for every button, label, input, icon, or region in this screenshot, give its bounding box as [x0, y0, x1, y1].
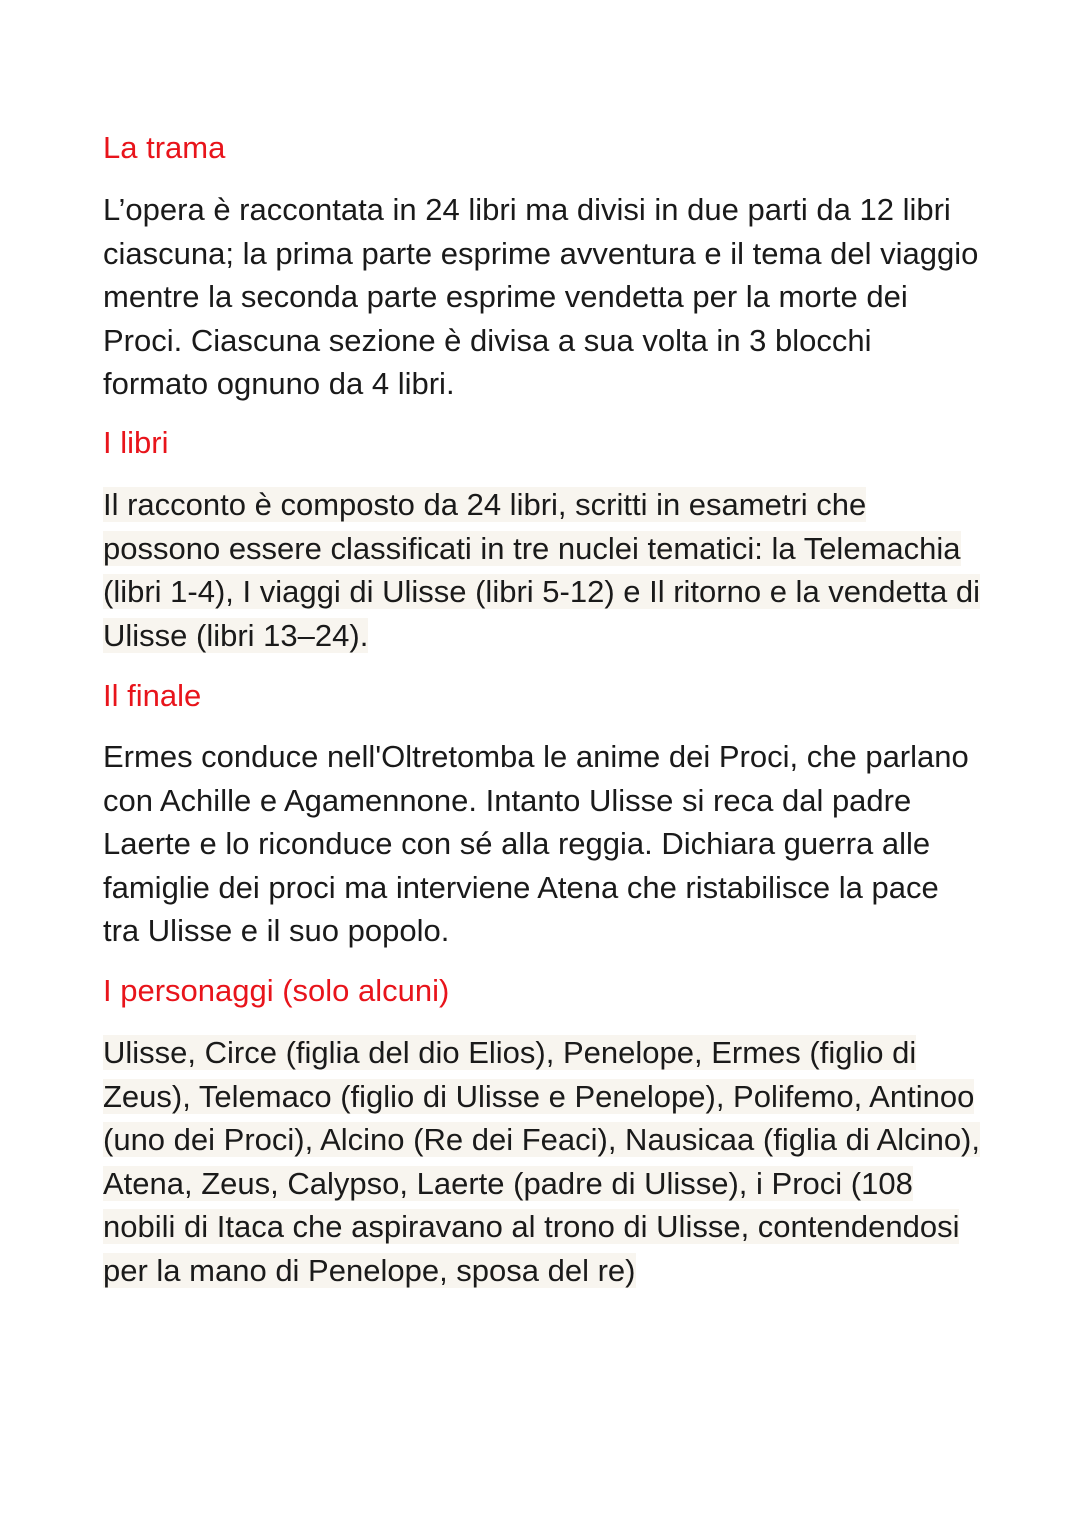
section-body-personaggi-text: Ulisse, Circe (figlia del dio Elios), Penelope, Ermes (figlio di Zeus), Telemaco (figlio di Ulisse e Penelope), Polifemo, Antinoo (uno dei Proci), Alcino (Re dei Feaci), Nausicaa (figlia di Alcino), Atena, Zeus, Calypso, Laerte (padre di Ulisse), i Proci (108 nobili di Itaca che aspiravano al trono di Ulisse, contendendosi per la mano di Penelope, sposa del re) — [103, 1035, 980, 1288]
section-body-libri-text: Il racconto è composto da 24 libri, scritti in esametri che possono essere classificati in tre nuclei tematici: la Telemachia (libri 1-4), I viaggi di Ulisse (libri 5-12) e Il ritorno e la vendetta di Ulisse (libri 13–24). — [103, 487, 980, 653]
section-heading-libri: I libri — [103, 425, 169, 460]
section-body-finale: Ermes conduce nell'Oltretomba le anime dei Proci, che parlano con Achille e Agamennone. Intanto Ulisse si reca dal padre Laerte e lo riconduce con sé alla reggia. Dichiara guerra alle famiglie dei proci ma interviene Atena che ristabilisce la pace tra Ulisse e il suo popolo. — [103, 739, 969, 948]
section-body-libri — [103, 483, 983, 657]
section-heading-finale: Il finale — [103, 678, 202, 713]
section-body-trama: L’opera è raccontata in 24 libri ma divisi in due parti da 12 libri ciascuna; la prima parte esprime avventura e il tema del viaggio mentre la seconda parte esprime vendetta per la morte dei Proci. Ciascuna sezione è divisa a sua volta in 3 blocchi formato ognuno da 4 libri. — [103, 192, 979, 401]
section-heading-personaggi: I personaggi (solo alcuni) — [103, 973, 450, 1008]
section-heading-trama: La trama — [103, 130, 226, 165]
section-body-personaggi — [103, 1031, 983, 1292]
